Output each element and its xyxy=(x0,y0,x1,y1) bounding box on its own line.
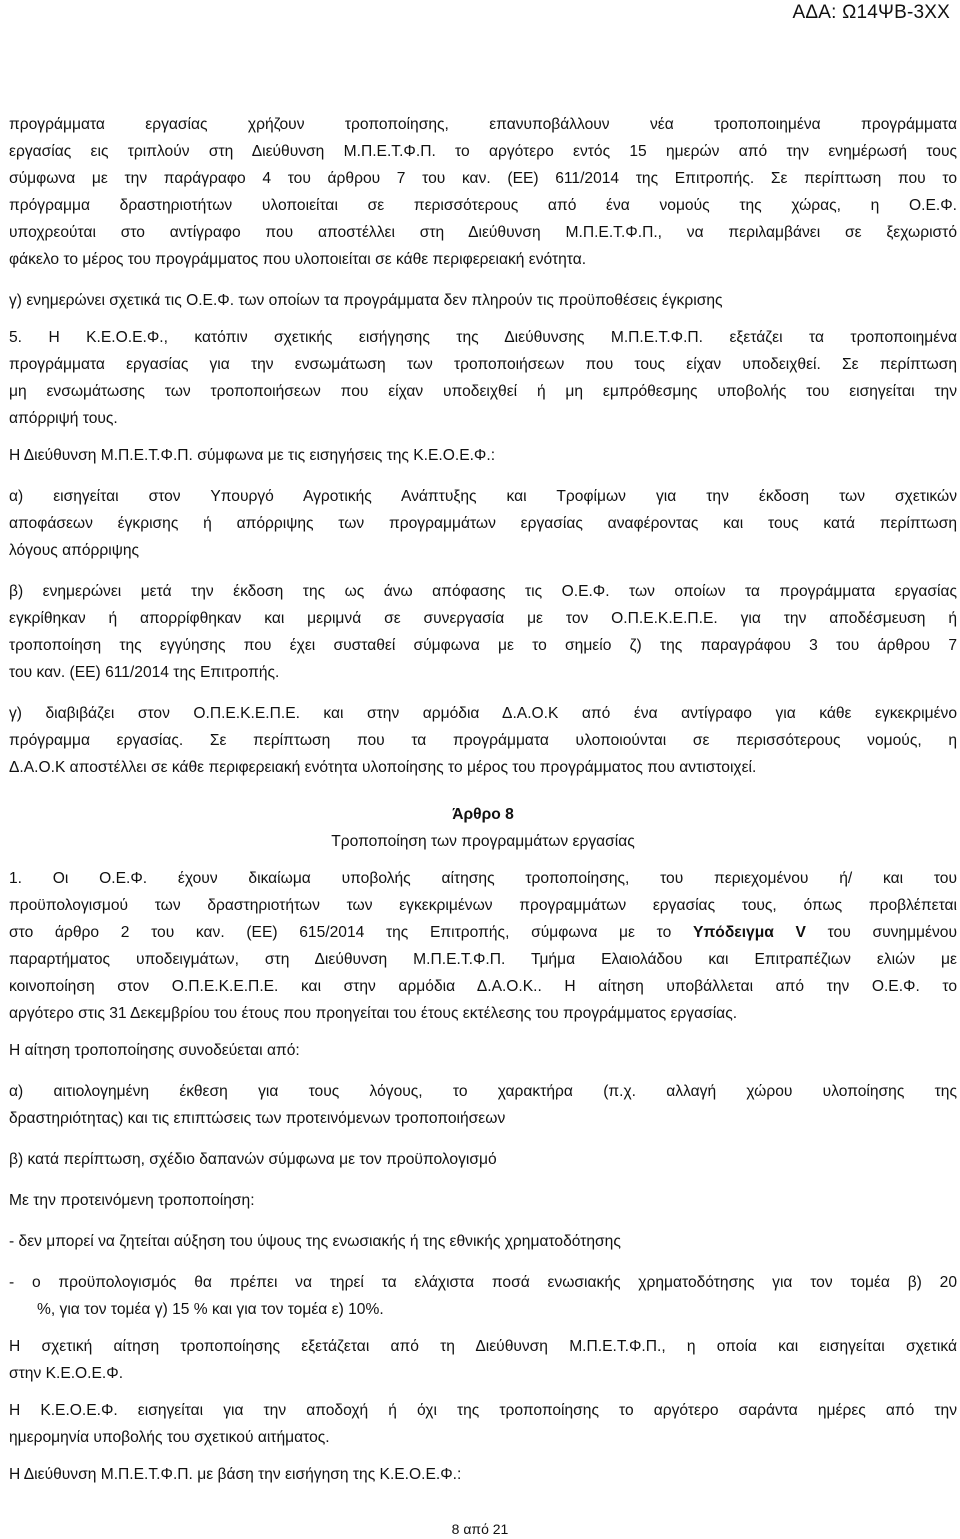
article-subtitle: Τροποποίηση των προγραμμάτων εργασίας xyxy=(331,833,635,850)
text-line: εγκρίθηκαν ή απορρίφθηκαν και μεριμνά σε συνεργασία με τον Ο.Π.Ε.Κ.Ε.Π.Ε. για την αποδέσμευση ή xyxy=(9,610,957,627)
paragraph-5 xyxy=(9,324,957,432)
paragraph-keoef-decision xyxy=(9,1397,957,1451)
article-title: Άρθρο 8 xyxy=(452,806,514,823)
text-line: γ) διαβιβάζει στον Ο.Π.Ε.Κ.Ε.Π.Ε. και στην αρμόδια Δ.Α.Ο.Κ από ένα αντίγραφο για κάθε εγκεκριμένο xyxy=(9,705,957,722)
page-number: 8 από 21 xyxy=(451,1521,509,1537)
text-line: υποχρεούται στο αντίγραφο που αποστέλλει στη Διεύθυνση Μ.Π.Ε.Τ.Φ.Π., να περιλαμβάνει σε ξεχωριστό xyxy=(9,224,957,241)
paragraph-item-b-inform xyxy=(9,578,957,686)
text-line: Η Διεύθυνση Μ.Π.Ε.Τ.Φ.Π. με βάση την εισήγηση της Κ.Ε.Ο.Ε.Φ.: xyxy=(9,1466,462,1483)
text-line: λόγους απόρριψης xyxy=(9,542,140,559)
text-line: πρόγραμμα εργασίας. Σε περίπτωση που τα προγράμματα υλοποιούνται σε περισσότερους νομούς, η xyxy=(9,732,957,749)
text-line: β) κατά περίπτωση, σχέδιο δαπανών σύμφωνα με τον προϋπολογισμό xyxy=(9,1151,497,1168)
paragraph-directorate-intro xyxy=(9,442,957,469)
text-line: - ο προϋπολογισμός θα πρέπει να τηρεί τα ελάχιστα ποσά ενωσιακής χρηματοδότησης για τον τομέα β) 20 xyxy=(9,1274,957,1291)
bullet-budget-minimums xyxy=(9,1269,957,1323)
text-line: προγράμματα εργασίας για την ενσωμάτωση των τροποποιήσεων που τους είχαν υποδειχθεί. Σε περίπτωση xyxy=(9,356,957,373)
document-id: ΑΔΑ: Ω14ΨΒ-3ΧΧ xyxy=(792,2,950,23)
paragraph-proposed-amendment xyxy=(9,1187,957,1214)
text-line: αποφάσεων έγκρισης ή απόρριψης των προγραμμάτων εργασίας αναφέροντας και τους κατά περίπτωση xyxy=(9,515,957,532)
text-line: δραστηριότητας) και τις επιπτώσεις των προτεινόμενων τροποποιήσεων xyxy=(9,1110,506,1127)
text-line: α) αιτιολογημένη έκθεση για τους λόγους, το χαρακτήρα (π.χ. αλλαγή χώρου υλοποίησης της xyxy=(9,1083,957,1100)
paragraph-item-a-report xyxy=(9,1078,957,1132)
text-line: α) εισηγείται στον Υπουργό Αγροτικής Ανάπτυξης και Τροφίμων για την έκδοση των σχετικών xyxy=(9,488,957,505)
text-line: 1. Οι Ο.Ε.Φ. έχουν δικαίωμα υποβολής αίτησης τροποποίησης, του περιεχομένου ή/ και του xyxy=(9,870,957,887)
text-line: στην Κ.Ε.Ο.Ε.Φ. xyxy=(9,1365,124,1382)
text-span: στο άρθρο 2 του καν. (ΕΕ) 615/2014 της Επιτροπής, σύμφωνα με το xyxy=(9,924,693,941)
text-line: προγράμματα εργασίας χρήζουν τροποποίησης, επανυποβάλλουν νέα τροποποιημένα προγράμματα xyxy=(9,116,957,133)
text-line: Η σχετική αίτηση τροποποίησης εξετάζεται από τη Διεύθυνση Μ.Π.Ε.Τ.Φ.Π., η οποία και εισηγείται σχετικά xyxy=(9,1338,957,1355)
text-line: - δεν μπορεί να ζητείται αύξηση του ύψους της ενωσιακής ή της εθνικής χρηματοδότησης xyxy=(9,1233,621,1250)
paragraph-accompanied-by xyxy=(9,1037,957,1064)
text-line: Η αίτηση τροποποίησης συνοδεύεται από: xyxy=(9,1042,300,1059)
text-line: μη ενσωμάτωσης των τροποποιήσεων που είχαν υποδειχθεί ή μη εμπρόθεσμης υποβολής του εισηγείται την xyxy=(9,383,957,400)
text-line: σύμφωνα με την παράγραφο 4 του άρθρου 7 του καν. (ΕΕ) 611/2014 της Επιτροπής. Σε περίπτωση που το xyxy=(9,170,957,187)
text-line: απόρριψή τους. xyxy=(9,410,118,427)
text-line: αργότερο στις 31 Δεκεμβρίου του έτους που προηγείται του έτους εκτέλεσης του προγράμματος εργασίας. xyxy=(9,1005,738,1022)
paragraph-directorate-final xyxy=(9,1461,957,1488)
text-line: Η Κ.Ε.Ο.Ε.Φ. εισηγείται για την αποδοχή ή όχι της τροποποίησης το αργότερο σαράντα ημέρες από την xyxy=(9,1402,957,1419)
text-line: προϋπολογισμού των δραστηριοτήτων των εγκεκριμένων προγραμμάτων εργασίας τους, όπως προβλέπεται xyxy=(9,897,957,914)
text-line: κοινοποίηση στον Ο.Π.Ε.Κ.Ε.Π.Ε. και στην αρμόδια Δ.Α.Ο.Κ.. Η αίτηση υποβάλλεται από την Ο.Ε.Φ. το xyxy=(9,978,957,995)
text-line xyxy=(9,919,957,946)
text-line: 5. Η Κ.Ε.Ο.Ε.Φ., κατόπιν σχετικής εισήγησης της Διεύθυνσης Μ.Π.Ε.Τ.Φ.Π. εξετάζει τα τροποποιημένα xyxy=(9,329,957,346)
text-line: εργασίας εις τριπλούν στη Διεύθυνση Μ.Π.Ε.Τ.Φ.Π. το αργότερο εντός 15 ημερών από την ενημέρωσή τους xyxy=(9,143,957,160)
template-reference: Υπόδειγμα V xyxy=(692,924,806,941)
text-line: Με την προτεινόμενη τροποποίηση: xyxy=(9,1192,255,1209)
text-line: πρόγραμμα δραστηριοτήτων υλοποιείται σε περισσότερους από ένα νομούς της χώρας, η Ο.Ε.Φ. xyxy=(9,197,957,214)
text-line: ημερομηνία υποβολής του σχετικού αιτήματος. xyxy=(9,1429,330,1446)
text-line: παραρτήματος υποδειγμάτων, στη Διεύθυνση Μ.Π.Ε.Τ.Φ.Π. Τμήμα Ελαιολάδου και Επιτραπέζιων ελιών με xyxy=(9,951,957,968)
text-line: τροποποίηση της εγγύησης που έχει συσταθεί σύμφωνα με το σημείο ζ) της παραγράφου 3 του άρθρου 7 xyxy=(9,637,957,654)
bullet-no-increase xyxy=(9,1228,957,1255)
text-line: Δ.Α.Ο.Κ αποστέλλει σε κάθε περιφερειακή ενότητα υλοποίησης το μέρος του προγράμματος που αντιστοιχεί. xyxy=(9,759,757,776)
text-line: β) ενημερώνει μετά την έκδοση της ως άνω απόφασης τις Ο.Ε.Φ. των οποίων τα προγράμματα εργασίας xyxy=(9,583,957,600)
paragraph-1-right-to-amend xyxy=(9,865,957,1027)
text-line: Η Διεύθυνση Μ.Π.Ε.Τ.Φ.Π. σύμφωνα με τις εισηγήσεις της Κ.Ε.Ο.Ε.Φ.: xyxy=(9,447,496,464)
paragraph-examination xyxy=(9,1333,957,1387)
text-line: φάκελο το μέρος του προγράμματος που υλοποιείται σε κάθε περιφερειακή ενότητα. xyxy=(9,251,587,268)
text-line: του καν. (ΕΕ) 611/2014 της Επιτροπής. xyxy=(9,664,280,681)
text-span: του συνημμένου xyxy=(805,924,957,941)
paragraph-program-revision xyxy=(9,111,957,273)
paragraph-item-b-expenses xyxy=(9,1146,957,1173)
paragraph-item-a-recommend xyxy=(9,483,957,564)
paragraph-item-c-notify xyxy=(9,287,957,314)
text-line: γ) ενημερώνει σχετικά τις Ο.Ε.Φ. των οποίων τα προγράμματα δεν πληρούν τις προϋποθέσεις έγκρισης xyxy=(9,292,723,309)
paragraph-item-c-forward xyxy=(9,700,957,781)
article-heading xyxy=(9,801,957,855)
text-line: %, για τον τομέα γ) 15 % και για τον τομέα ε) 10%. xyxy=(37,1301,384,1318)
document-body xyxy=(9,111,957,1488)
